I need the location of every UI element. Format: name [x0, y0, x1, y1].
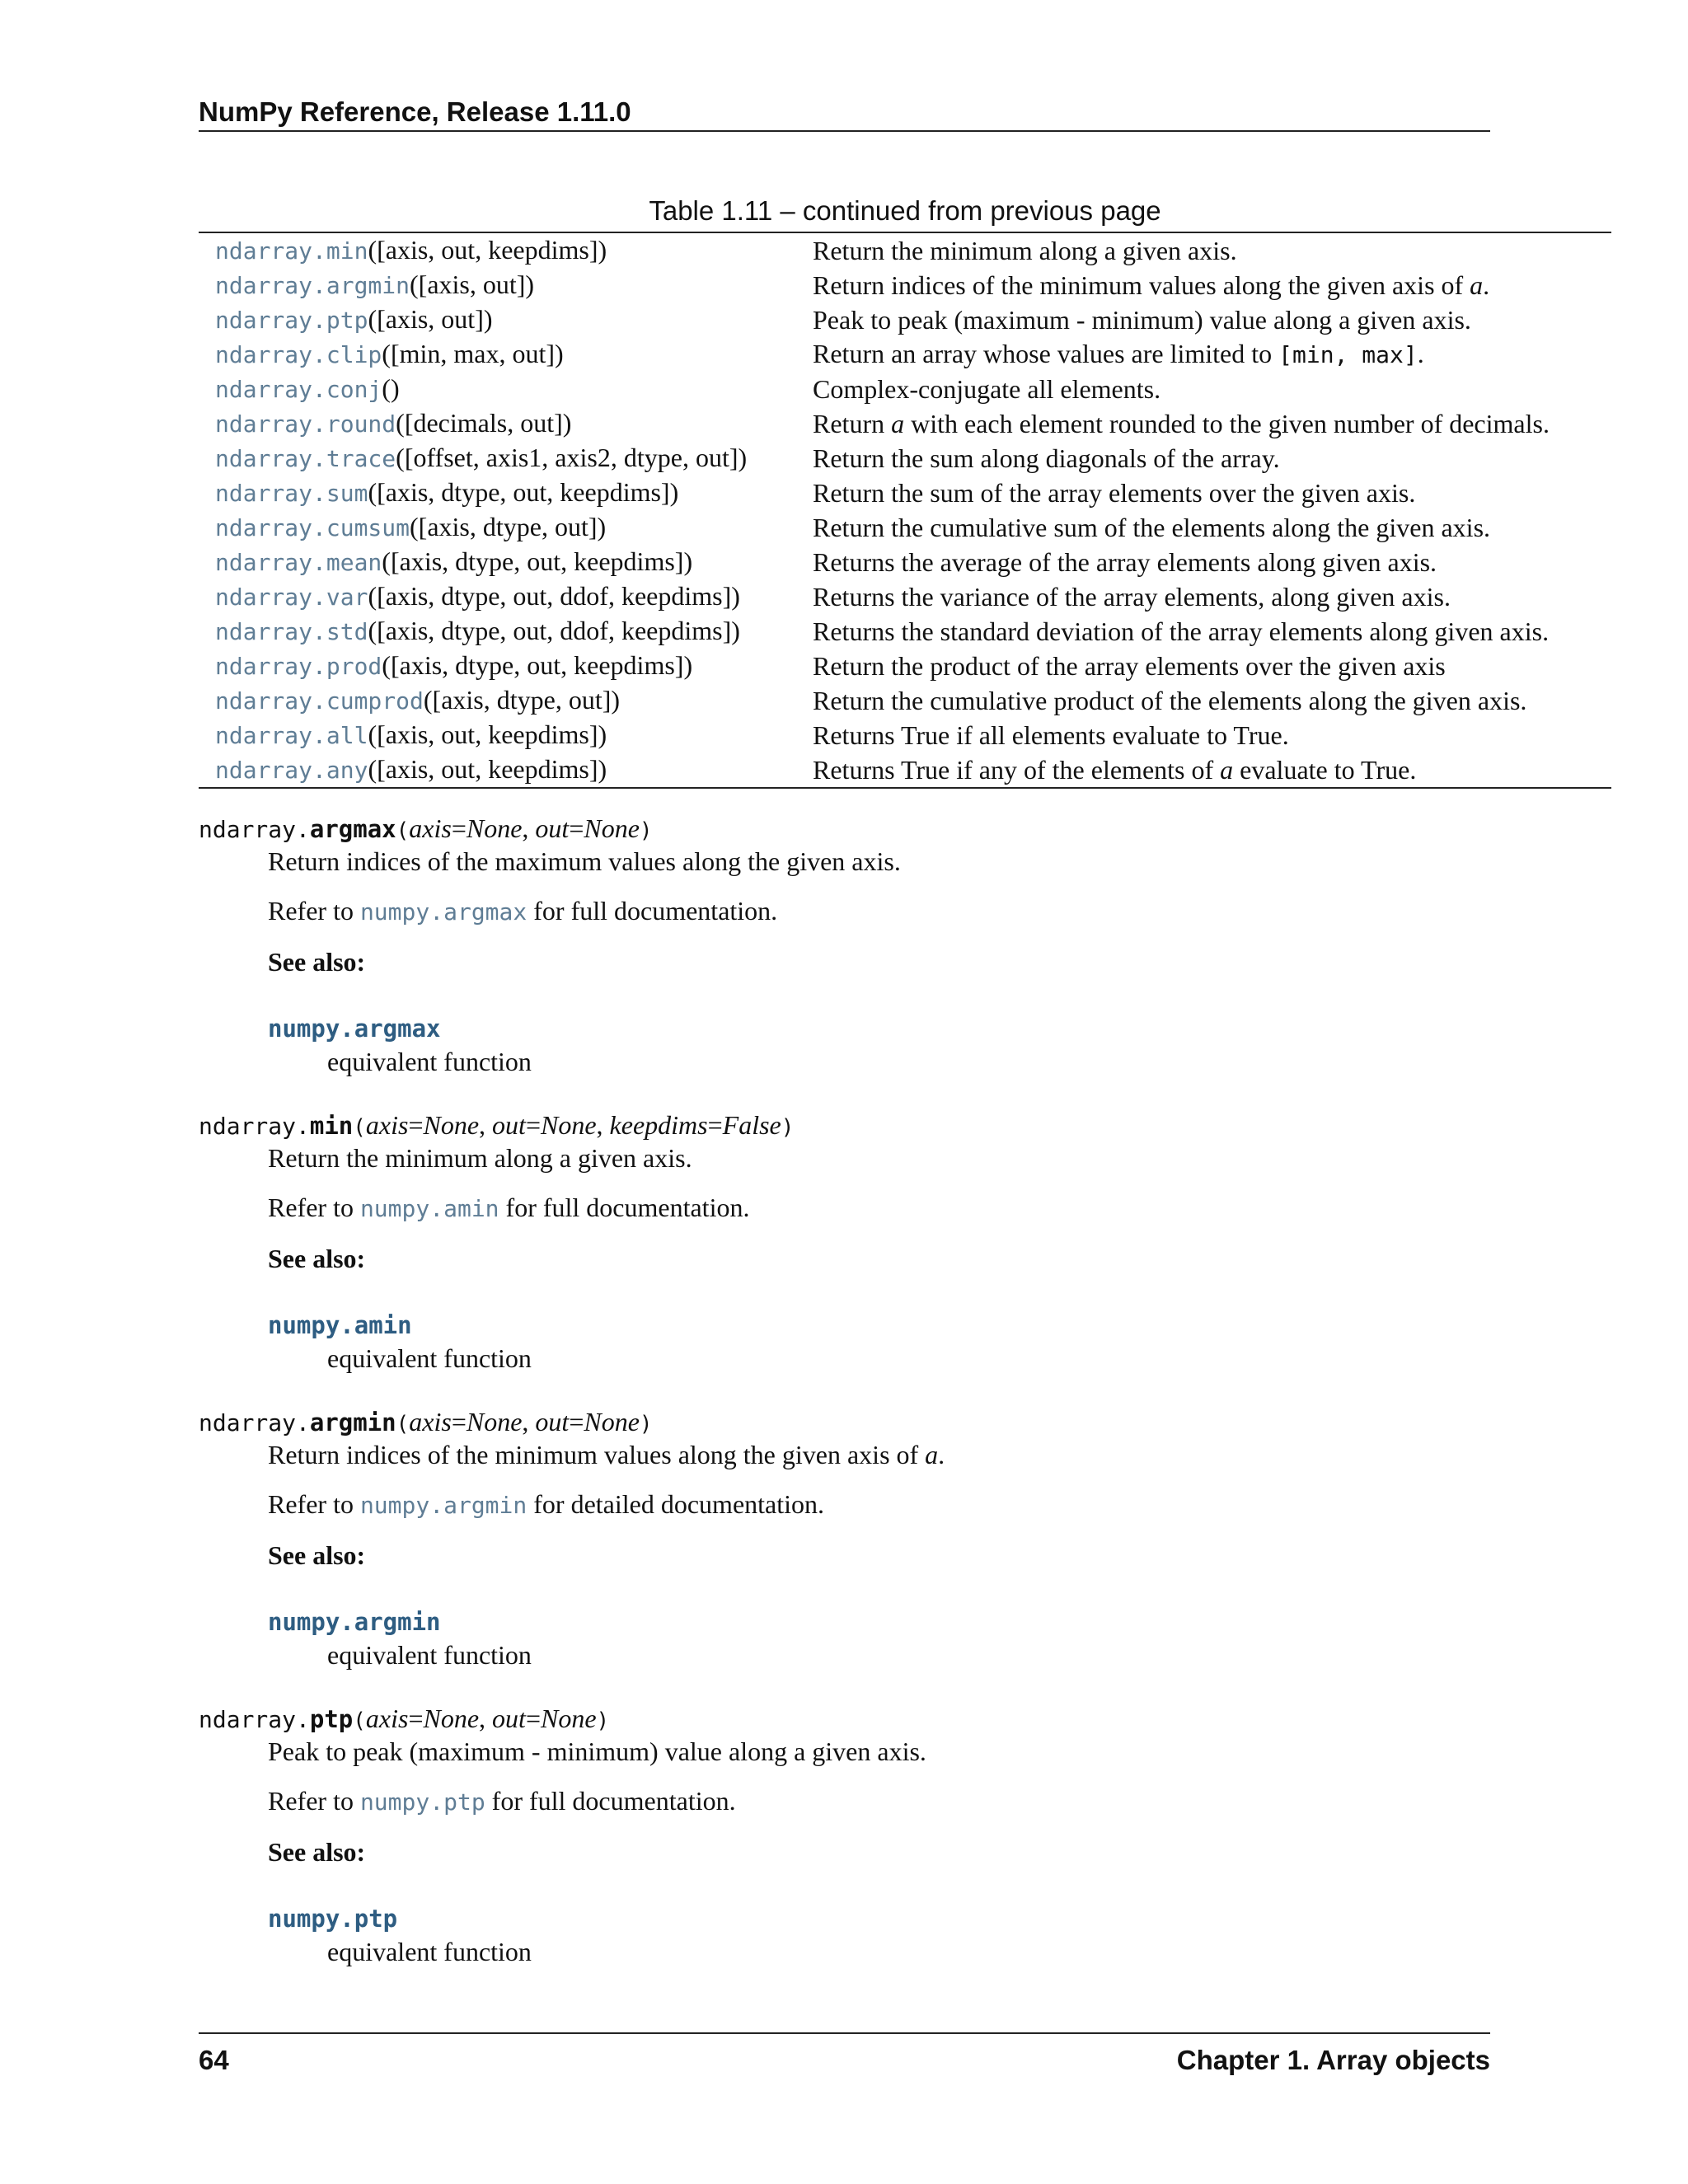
see-also-label: See also:: [268, 1540, 366, 1570]
method-cell: [199, 406, 813, 441]
method-cell: [199, 232, 813, 268]
page-number: 64: [199, 2045, 229, 2075]
table-row: [199, 406, 1611, 441]
method-summary: Peak to peak (maximum - minimum) value along a given axis.: [268, 1736, 926, 1766]
description-cell: Return the cumulative sum of the elements along the given axis.: [813, 513, 1491, 542]
description-cell: Returns True if all elements evaluate to True.: [813, 720, 1289, 750]
method-cell: [199, 510, 813, 545]
see-also-description: equivalent function: [327, 1343, 532, 1373]
method-link[interactable]: ndarray.any: [215, 757, 368, 784]
running-footer: [199, 2032, 1490, 2075]
refer-to: Refer to numpy.ptp for full documentation.: [268, 1786, 736, 1816]
description-cell: Returns the average of the array elements along given axis.: [813, 547, 1437, 577]
description-cell: Return a with each element rounded to the given number of decimals.: [813, 409, 1550, 438]
method-cell: [199, 614, 813, 649]
signature-prefix: ndarray.: [199, 1409, 310, 1436]
method-link[interactable]: ndarray.std: [215, 618, 368, 645]
table-row: [199, 232, 1611, 268]
method-summary-table: [199, 232, 1611, 789]
method-args: ([axis, dtype, out]): [410, 512, 607, 541]
table-row: [199, 372, 1611, 406]
method-link[interactable]: ndarray.trace: [215, 445, 396, 472]
running-header: [199, 94, 1490, 132]
method-cell: [199, 441, 813, 476]
signature-name: ptp: [309, 1705, 354, 1733]
method-args: ([decimals, out]): [396, 408, 572, 438]
method-min: [199, 1108, 1611, 1375]
method-cell: [199, 268, 813, 302]
method-cell: [199, 372, 813, 406]
description-cell: Returns the variance of the array elements, along given axis.: [813, 582, 1451, 612]
table-caption: Table 1.11 – continued from previous page: [649, 195, 1161, 226]
refer-link[interactable]: numpy.argmax: [359, 898, 528, 926]
method-link[interactable]: ndarray.cumsum: [215, 514, 410, 541]
signature-prefix: ndarray.: [199, 1706, 310, 1733]
method-args: ([min, max, out]): [382, 339, 564, 368]
signature-prefix: ndarray.: [199, 1113, 310, 1140]
refer-link[interactable]: numpy.ptp: [359, 1788, 485, 1816]
signature-name: argmax: [309, 815, 396, 843]
table-row: [199, 545, 1611, 579]
description-cell: Return an array whose values are limited to [min, max].: [813, 339, 1424, 368]
see-also-label: See also:: [268, 1837, 366, 1867]
table-row: [199, 337, 1611, 372]
refer-to: Refer to numpy.argmin for detailed documentation.: [268, 1489, 825, 1519]
method-args: ([axis, out, keepdims]): [368, 719, 607, 749]
method-signature: ndarray.argmax(axis=None, out=None): [199, 813, 653, 843]
see-also-description: equivalent function: [327, 1640, 532, 1670]
description-cell: Returns the standard deviation of the array elements along given axis.: [813, 616, 1550, 646]
table-row: [199, 683, 1611, 718]
description-cell: Return the product of the array elements over the given axis: [813, 651, 1446, 681]
method-signature: ndarray.argmin(axis=None, out=None): [199, 1407, 653, 1436]
description-cell: Complex-conjugate all elements.: [813, 374, 1161, 404]
method-summary: Return indices of the maximum values along the given axis.: [268, 846, 901, 876]
description-cell: Returns True if any of the elements of a evaluate to True.: [813, 755, 1417, 785]
description-cell: Peak to peak (maximum - minimum) value along a given axis.: [813, 305, 1471, 335]
description-cell: Return the sum of the array elements over the given axis.: [813, 478, 1416, 508]
method-cell: [199, 337, 813, 372]
refer-to: Refer to numpy.amin for full documentation.: [268, 1193, 750, 1222]
see-also-label: See also:: [268, 947, 366, 977]
method-link[interactable]: ndarray.var: [215, 583, 368, 611]
table-row: [199, 476, 1611, 510]
signature-name: min: [309, 1112, 354, 1140]
method-cell: [199, 649, 813, 683]
table-row: [199, 268, 1611, 302]
method-args: ([offset, axis1, axis2, dtype, out]): [396, 443, 748, 472]
description-cell: Return indices of the minimum values along the given axis of a.: [813, 270, 1490, 300]
refer-to: Refer to numpy.argmax for full documentation.: [268, 896, 778, 926]
description-cell: Return the sum along diagonals of the array.: [813, 443, 1280, 473]
method-args: ([axis, out, keepdims]): [368, 235, 607, 265]
table-row: [199, 579, 1611, 614]
method-args: ([axis, dtype, out]): [423, 685, 621, 715]
method-link[interactable]: ndarray.round: [215, 410, 396, 438]
method-link[interactable]: ndarray.sum: [215, 480, 368, 507]
method-args: ([axis, out]): [368, 304, 493, 334]
method-args: ([axis, dtype, out, keepdims]): [368, 477, 679, 507]
inline-code: [min, max]: [1278, 341, 1418, 368]
header-title: NumPy Reference, Release 1.11.0: [199, 96, 631, 127]
method-args: ([axis, dtype, out, ddof, keepdims]): [368, 616, 740, 645]
refer-link[interactable]: numpy.amin: [359, 1195, 499, 1222]
method-argmin: [199, 1405, 1611, 1671]
signature-name: argmin: [309, 1408, 396, 1436]
method-link[interactable]: ndarray.conj: [215, 376, 382, 403]
table-row: [199, 752, 1611, 788]
table-row: [199, 302, 1611, 337]
method-args: ([axis, dtype, out, keepdims]): [382, 650, 693, 680]
method-cell: [199, 683, 813, 718]
see-also-link[interactable]: numpy.argmax: [268, 1015, 441, 1043]
method-link[interactable]: ndarray.ptp: [215, 307, 368, 334]
see-also-link[interactable]: numpy.ptp: [268, 1905, 398, 1933]
method-link[interactable]: ndarray.argmin: [215, 272, 410, 299]
refer-link[interactable]: numpy.argmin: [359, 1492, 528, 1519]
method-signature: ndarray.min(axis=None, out=None, keepdims=False): [199, 1110, 795, 1140]
method-cell: [199, 752, 813, 788]
see-also-description: equivalent function: [327, 1937, 532, 1966]
method-summary: Return the minimum along a given axis.: [268, 1143, 692, 1173]
method-args: (): [382, 373, 400, 403]
method-summary: Return indices of the minimum values along the given axis of a.: [268, 1440, 945, 1469]
method-signature: ndarray.ptp(axis=None, out=None): [199, 1704, 610, 1733]
table-row: [199, 718, 1611, 752]
method-args: ([axis, out, keepdims]): [368, 754, 607, 784]
method-cell: [199, 476, 813, 510]
method-args: ([axis, dtype, out, ddof, keepdims]): [368, 581, 740, 611]
table-row: [199, 441, 1611, 476]
method-ptp: [199, 1702, 1611, 1968]
method-cell: [199, 718, 813, 752]
see-also-link[interactable]: numpy.amin: [268, 1311, 412, 1339]
method-link[interactable]: ndarray.all: [215, 722, 368, 749]
chapter-title: Chapter 1. Array objects: [1176, 2045, 1490, 2075]
signature-prefix: ndarray.: [199, 816, 310, 843]
method-argmax: [199, 812, 1611, 1078]
description-cell: Return the cumulative product of the elements along the given axis.: [813, 686, 1527, 715]
method-link[interactable]: ndarray.min: [215, 237, 368, 265]
method-link[interactable]: ndarray.cumprod: [215, 687, 424, 715]
table-row: [199, 510, 1611, 545]
table-row: [199, 614, 1611, 649]
see-also-label: See also:: [268, 1244, 366, 1273]
description-cell: Return the minimum along a given axis.: [813, 236, 1237, 265]
method-cell: [199, 302, 813, 337]
see-also-link[interactable]: numpy.argmin: [268, 1608, 441, 1636]
method-link[interactable]: ndarray.clip: [215, 341, 382, 368]
table-row: [199, 649, 1611, 683]
method-cell: [199, 579, 813, 614]
method-link[interactable]: ndarray.prod: [215, 653, 382, 680]
method-link[interactable]: ndarray.mean: [215, 549, 382, 576]
method-cell: [199, 545, 813, 579]
method-args: ([axis, dtype, out, keepdims]): [382, 546, 693, 576]
see-also-description: equivalent function: [327, 1047, 532, 1076]
method-args: ([axis, out]): [410, 269, 535, 299]
